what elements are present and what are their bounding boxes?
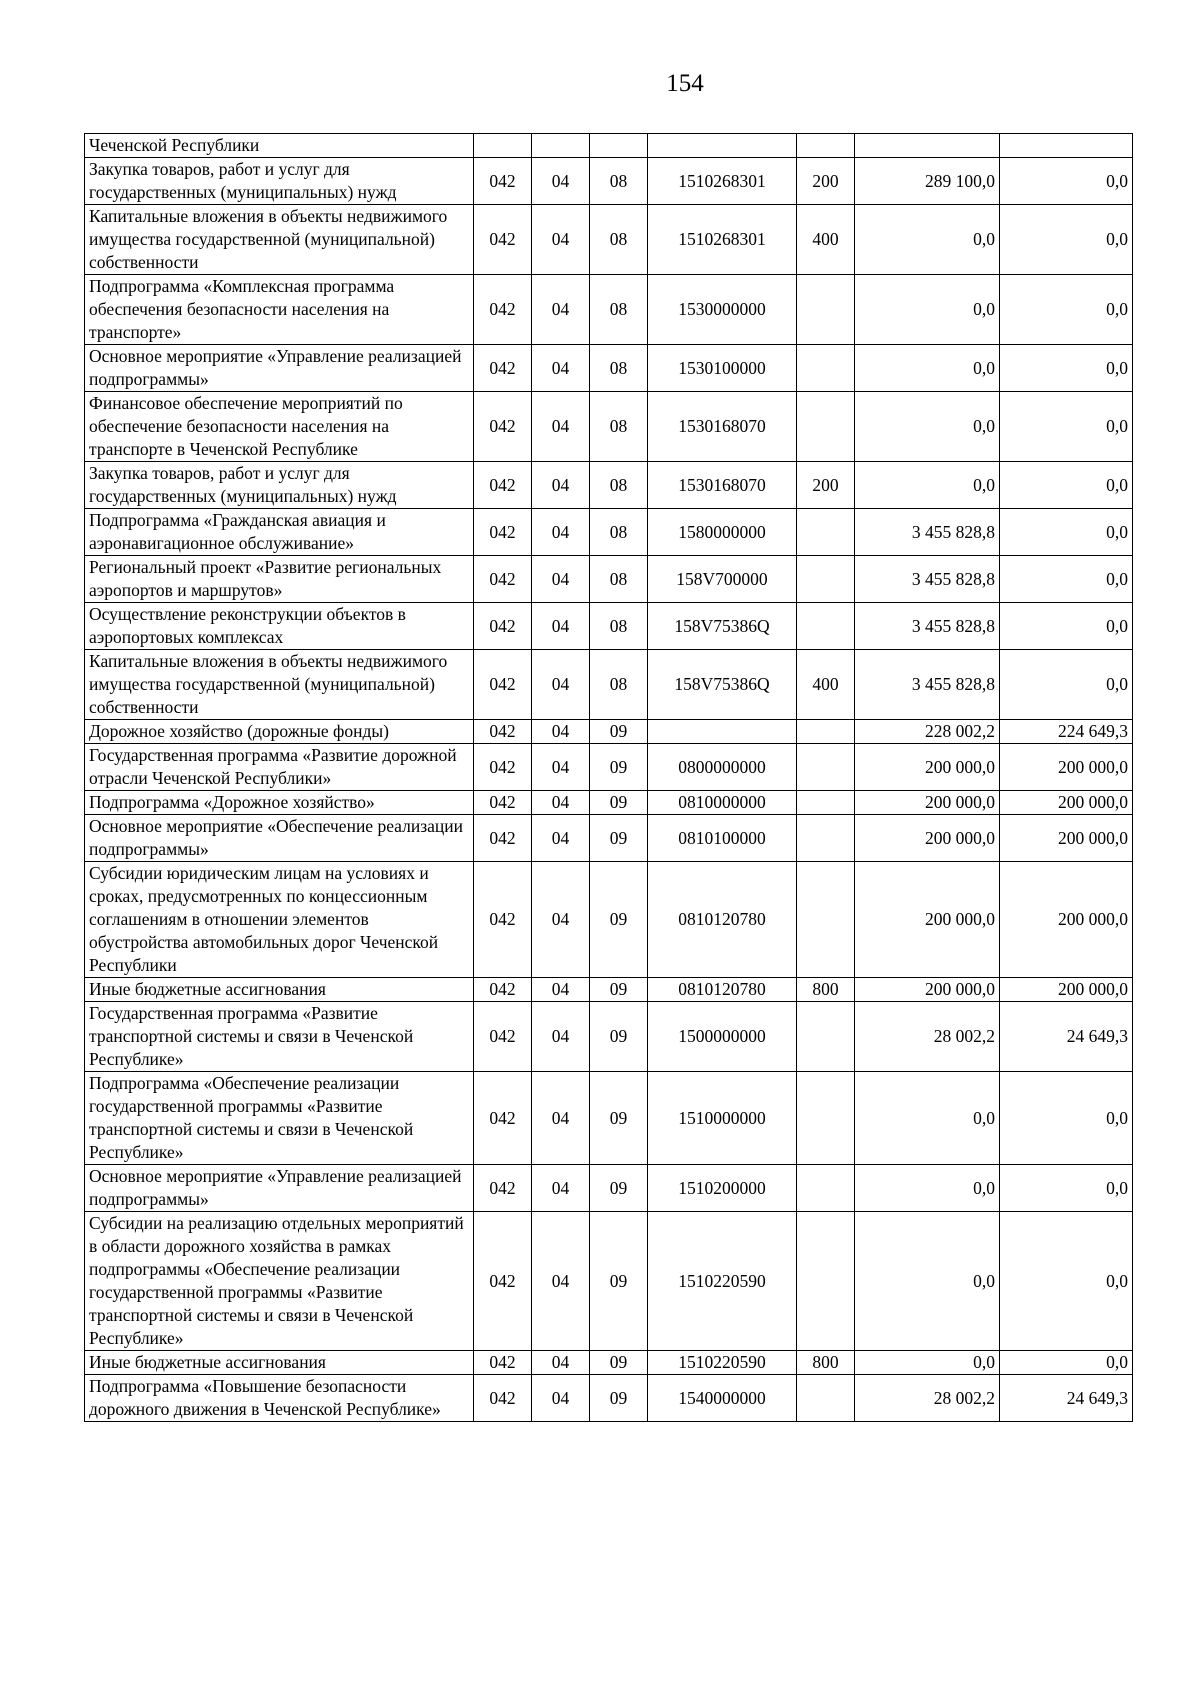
ved-code-cell: 042: [474, 1351, 532, 1375]
amount-year-1-cell: 0,0: [855, 345, 1000, 392]
row-name-cell: Основное мероприятие «Управление реализацией подпрограммы»: [85, 1165, 474, 1212]
target-article-cell: 1530168070: [648, 392, 797, 462]
amount-year-2-cell: 0,0: [1000, 650, 1133, 720]
row-name-cell: Иные бюджетные ассигнования: [85, 978, 474, 1002]
section-code-cell: 04: [532, 1375, 590, 1422]
amount-year-1-cell: [855, 134, 1000, 158]
amount-year-2-cell: 0,0: [1000, 1165, 1133, 1212]
subsection-code-cell: 09: [590, 1212, 648, 1351]
target-article-cell: 1510220590: [648, 1212, 797, 1351]
row-name-cell: Финансовое обеспечение мероприятий по обеспечение безопасности населения на транспорте в Чеченской Республике: [85, 392, 474, 462]
expense-type-cell: 800: [797, 978, 855, 1002]
subsection-code-cell: 09: [590, 1002, 648, 1072]
amount-year-2-cell: 200 000,0: [1000, 978, 1133, 1002]
target-article-cell: 158V75386Q: [648, 603, 797, 650]
ved-code-cell: 042: [474, 603, 532, 650]
table-row: [85, 1165, 1133, 1212]
expense-type-cell: [797, 1165, 855, 1212]
subsection-code-cell: 09: [590, 720, 648, 744]
row-name-cell: Государственная программа «Развитие дорожной отрасли Чеченской Республики»: [85, 744, 474, 791]
table-row: [85, 158, 1133, 205]
expense-type-cell: [797, 1212, 855, 1351]
ved-code-cell: 042: [474, 462, 532, 509]
row-name-cell: Чеченской Республики: [85, 134, 474, 158]
section-code-cell: 04: [532, 1072, 590, 1165]
subsection-code-cell: 08: [590, 556, 648, 603]
target-article-cell: 0810100000: [648, 815, 797, 862]
table-row: [85, 978, 1133, 1002]
table-row: [85, 650, 1133, 720]
amount-year-1-cell: 200 000,0: [855, 978, 1000, 1002]
expense-type-cell: [797, 1375, 855, 1422]
target-article-cell: 0800000000: [648, 744, 797, 791]
amount-year-2-cell: 0,0: [1000, 1351, 1133, 1375]
row-name-cell: Региональный проект «Развитие региональных аэропортов и маршрутов»: [85, 556, 474, 603]
ved-code-cell: 042: [474, 650, 532, 720]
section-code-cell: 04: [532, 158, 590, 205]
expense-type-cell: [797, 720, 855, 744]
target-article-cell: 1530100000: [648, 345, 797, 392]
expense-type-cell: [797, 603, 855, 650]
target-article-cell: 1510268301: [648, 158, 797, 205]
row-name-cell: Капитальные вложения в объекты недвижимого имущества государственной (муниципальной) собственности: [85, 205, 474, 275]
subsection-code-cell: 08: [590, 462, 648, 509]
subsection-code-cell: 09: [590, 744, 648, 791]
subsection-code-cell: 08: [590, 345, 648, 392]
expense-type-cell: 200: [797, 462, 855, 509]
row-name-cell: Субсидии юридическим лицам на условиях и сроках, предусмотренных по концессионным соглашениям в отношении элементов обустройства автомобильных дорог Чеченской Республики: [85, 862, 474, 978]
section-code-cell: 04: [532, 720, 590, 744]
amount-year-1-cell: 200 000,0: [855, 862, 1000, 978]
table-row: [85, 509, 1133, 556]
section-code-cell: 04: [532, 392, 590, 462]
section-code-cell: 04: [532, 744, 590, 791]
row-name-cell: Подпрограмма «Обеспечение реализации государственной программы «Развитие транспортной системы и связи в Чеченской Республике»: [85, 1072, 474, 1165]
amount-year-2-cell: 24 649,3: [1000, 1002, 1133, 1072]
row-name-cell: Закупка товаров, работ и услуг для государственных (муниципальных) нужд: [85, 462, 474, 509]
expense-type-cell: [797, 1072, 855, 1165]
subsection-code-cell: 09: [590, 1351, 648, 1375]
target-article-cell: 1510000000: [648, 1072, 797, 1165]
target-article-cell: 1580000000: [648, 509, 797, 556]
subsection-code-cell: 09: [590, 1072, 648, 1165]
table-row: [85, 134, 1133, 158]
ved-code-cell: 042: [474, 720, 532, 744]
table-row: [85, 1002, 1133, 1072]
amount-year-1-cell: 0,0: [855, 462, 1000, 509]
amount-year-1-cell: 289 100,0: [855, 158, 1000, 205]
amount-year-1-cell: 0,0: [855, 392, 1000, 462]
section-code-cell: 04: [532, 509, 590, 556]
amount-year-2-cell: 200 000,0: [1000, 744, 1133, 791]
row-name-cell: Закупка товаров, работ и услуг для государственных (муниципальных) нужд: [85, 158, 474, 205]
target-article-cell: 1500000000: [648, 1002, 797, 1072]
table-row: [85, 1072, 1133, 1165]
ved-code-cell: 042: [474, 862, 532, 978]
ved-code-cell: 042: [474, 158, 532, 205]
amount-year-1-cell: 3 455 828,8: [855, 650, 1000, 720]
subsection-code-cell: 09: [590, 978, 648, 1002]
row-name-cell: Иные бюджетные ассигнования: [85, 1351, 474, 1375]
amount-year-1-cell: 200 000,0: [855, 791, 1000, 815]
amount-year-2-cell: 0,0: [1000, 1212, 1133, 1351]
amount-year-2-cell: 0,0: [1000, 509, 1133, 556]
amount-year-2-cell: 200 000,0: [1000, 862, 1133, 978]
expense-type-cell: [797, 1002, 855, 1072]
amount-year-2-cell: 0,0: [1000, 462, 1133, 509]
row-name-cell: Осуществление реконструкции объектов в аэропортовых комплексах: [85, 603, 474, 650]
subsection-code-cell: 08: [590, 650, 648, 720]
section-code-cell: 04: [532, 862, 590, 978]
ved-code-cell: 042: [474, 744, 532, 791]
section-code-cell: 04: [532, 650, 590, 720]
table-row: [85, 744, 1133, 791]
expense-type-cell: 200: [797, 158, 855, 205]
table-row: [85, 1212, 1133, 1351]
subsection-code-cell: 08: [590, 509, 648, 556]
table-row: [85, 720, 1133, 744]
target-article-cell: 1540000000: [648, 1375, 797, 1422]
target-article-cell: 0810120780: [648, 978, 797, 1002]
row-name-cell: Капитальные вложения в объекты недвижимого имущества государственной (муниципальной) собственности: [85, 650, 474, 720]
amount-year-1-cell: 0,0: [855, 1072, 1000, 1165]
ved-code-cell: 042: [474, 1212, 532, 1351]
section-code-cell: 04: [532, 1002, 590, 1072]
amount-year-2-cell: 200 000,0: [1000, 791, 1133, 815]
table-row: [85, 603, 1133, 650]
target-article-cell: 158V75386Q: [648, 650, 797, 720]
table-row: [85, 205, 1133, 275]
table-row: [85, 275, 1133, 345]
table-row: [85, 462, 1133, 509]
table-row: [85, 1375, 1133, 1422]
subsection-code-cell: 09: [590, 791, 648, 815]
ved-code-cell: 042: [474, 978, 532, 1002]
expense-type-cell: [797, 345, 855, 392]
amount-year-1-cell: 3 455 828,8: [855, 556, 1000, 603]
subsection-code-cell: 08: [590, 158, 648, 205]
table-row: [85, 862, 1133, 978]
amount-year-2-cell: 24 649,3: [1000, 1375, 1133, 1422]
ved-code-cell: 042: [474, 1002, 532, 1072]
subsection-code-cell: 08: [590, 603, 648, 650]
row-name-cell: Дорожное хозяйство (дорожные фонды): [85, 720, 474, 744]
amount-year-2-cell: 0,0: [1000, 1072, 1133, 1165]
expense-type-cell: [797, 862, 855, 978]
target-article-cell: [648, 134, 797, 158]
subsection-code-cell: [590, 134, 648, 158]
amount-year-2-cell: 0,0: [1000, 345, 1133, 392]
amount-year-1-cell: 28 002,2: [855, 1002, 1000, 1072]
target-article-cell: [648, 720, 797, 744]
subsection-code-cell: 08: [590, 205, 648, 275]
expense-type-cell: 400: [797, 650, 855, 720]
ved-code-cell: 042: [474, 205, 532, 275]
ved-code-cell: 042: [474, 815, 532, 862]
ved-code-cell: 042: [474, 1072, 532, 1165]
amount-year-2-cell: 0,0: [1000, 603, 1133, 650]
amount-year-2-cell: 0,0: [1000, 556, 1133, 603]
subsection-code-cell: 08: [590, 275, 648, 345]
table-row: [85, 1351, 1133, 1375]
budget-table: [84, 133, 1133, 1422]
row-name-cell: Подпрограмма «Гражданская авиация и аэронавигационное обслуживание»: [85, 509, 474, 556]
ved-code-cell: 042: [474, 345, 532, 392]
amount-year-1-cell: 3 455 828,8: [855, 603, 1000, 650]
amount-year-2-cell: 0,0: [1000, 205, 1133, 275]
target-article-cell: 158V700000: [648, 556, 797, 603]
section-code-cell: 04: [532, 815, 590, 862]
row-name-cell: Государственная программа «Развитие транспортной системы и связи в Чеченской Республике»: [85, 1002, 474, 1072]
section-code-cell: 04: [532, 462, 590, 509]
section-code-cell: 04: [532, 345, 590, 392]
amount-year-2-cell: 0,0: [1000, 275, 1133, 345]
amount-year-1-cell: 3 455 828,8: [855, 509, 1000, 556]
expense-type-cell: [797, 791, 855, 815]
expense-type-cell: 400: [797, 205, 855, 275]
budget-table-body: [85, 134, 1133, 1422]
subsection-code-cell: 09: [590, 862, 648, 978]
row-name-cell: Субсидии на реализацию отдельных мероприятий в области дорожного хозяйства в рамках подпрограммы «Обеспечение реализации государственной программы «Развитие транспортной системы и связи в Чеченской Республике»: [85, 1212, 474, 1351]
amount-year-1-cell: 228 002,2: [855, 720, 1000, 744]
amount-year-1-cell: 0,0: [855, 1165, 1000, 1212]
ved-code-cell: 042: [474, 791, 532, 815]
expense-type-cell: [797, 392, 855, 462]
page-number: 154: [666, 70, 704, 97]
amount-year-2-cell: [1000, 134, 1133, 158]
section-code-cell: 04: [532, 603, 590, 650]
amount-year-1-cell: 200 000,0: [855, 815, 1000, 862]
amount-year-1-cell: 28 002,2: [855, 1375, 1000, 1422]
expense-type-cell: 800: [797, 1351, 855, 1375]
target-article-cell: 0810120780: [648, 862, 797, 978]
amount-year-2-cell: 0,0: [1000, 392, 1133, 462]
ved-code-cell: 042: [474, 392, 532, 462]
amount-year-1-cell: 0,0: [855, 1351, 1000, 1375]
row-name-cell: Подпрограмма «Повышение безопасности дорожного движения в Чеченской Республике»: [85, 1375, 474, 1422]
ved-code-cell: 042: [474, 509, 532, 556]
ved-code-cell: [474, 134, 532, 158]
section-code-cell: 04: [532, 275, 590, 345]
row-name-cell: Основное мероприятие «Обеспечение реализации подпрограммы»: [85, 815, 474, 862]
subsection-code-cell: 09: [590, 1165, 648, 1212]
amount-year-1-cell: 200 000,0: [855, 744, 1000, 791]
row-name-cell: Основное мероприятие «Управление реализацией подпрограммы»: [85, 345, 474, 392]
ved-code-cell: 042: [474, 275, 532, 345]
expense-type-cell: [797, 815, 855, 862]
section-code-cell: 04: [532, 556, 590, 603]
section-code-cell: 04: [532, 791, 590, 815]
table-row: [85, 815, 1133, 862]
subsection-code-cell: 09: [590, 1375, 648, 1422]
section-code-cell: 04: [532, 978, 590, 1002]
section-code-cell: 04: [532, 205, 590, 275]
table-row: [85, 556, 1133, 603]
expense-type-cell: [797, 744, 855, 791]
amount-year-1-cell: 0,0: [855, 205, 1000, 275]
target-article-cell: 1530168070: [648, 462, 797, 509]
target-article-cell: 1530000000: [648, 275, 797, 345]
amount-year-2-cell: 200 000,0: [1000, 815, 1133, 862]
expense-type-cell: [797, 556, 855, 603]
section-code-cell: [532, 134, 590, 158]
row-name-cell: Подпрограмма «Дорожное хозяйство»: [85, 791, 474, 815]
expense-type-cell: [797, 509, 855, 556]
amount-year-1-cell: 0,0: [855, 1212, 1000, 1351]
row-name-cell: Подпрограмма «Комплексная программа обеспечения безопасности населения на транспорте»: [85, 275, 474, 345]
subsection-code-cell: 08: [590, 392, 648, 462]
section-code-cell: 04: [532, 1212, 590, 1351]
ved-code-cell: 042: [474, 1165, 532, 1212]
amount-year-2-cell: 0,0: [1000, 158, 1133, 205]
target-article-cell: 1510220590: [648, 1351, 797, 1375]
expense-type-cell: [797, 275, 855, 345]
table-row: [85, 345, 1133, 392]
ved-code-cell: 042: [474, 1375, 532, 1422]
amount-year-1-cell: 0,0: [855, 275, 1000, 345]
section-code-cell: 04: [532, 1351, 590, 1375]
table-row: [85, 392, 1133, 462]
target-article-cell: 1510200000: [648, 1165, 797, 1212]
section-code-cell: 04: [532, 1165, 590, 1212]
amount-year-2-cell: 224 649,3: [1000, 720, 1133, 744]
expense-type-cell: [797, 134, 855, 158]
table-row: [85, 791, 1133, 815]
subsection-code-cell: 09: [590, 815, 648, 862]
ved-code-cell: 042: [474, 556, 532, 603]
target-article-cell: 0810000000: [648, 791, 797, 815]
target-article-cell: 1510268301: [648, 205, 797, 275]
